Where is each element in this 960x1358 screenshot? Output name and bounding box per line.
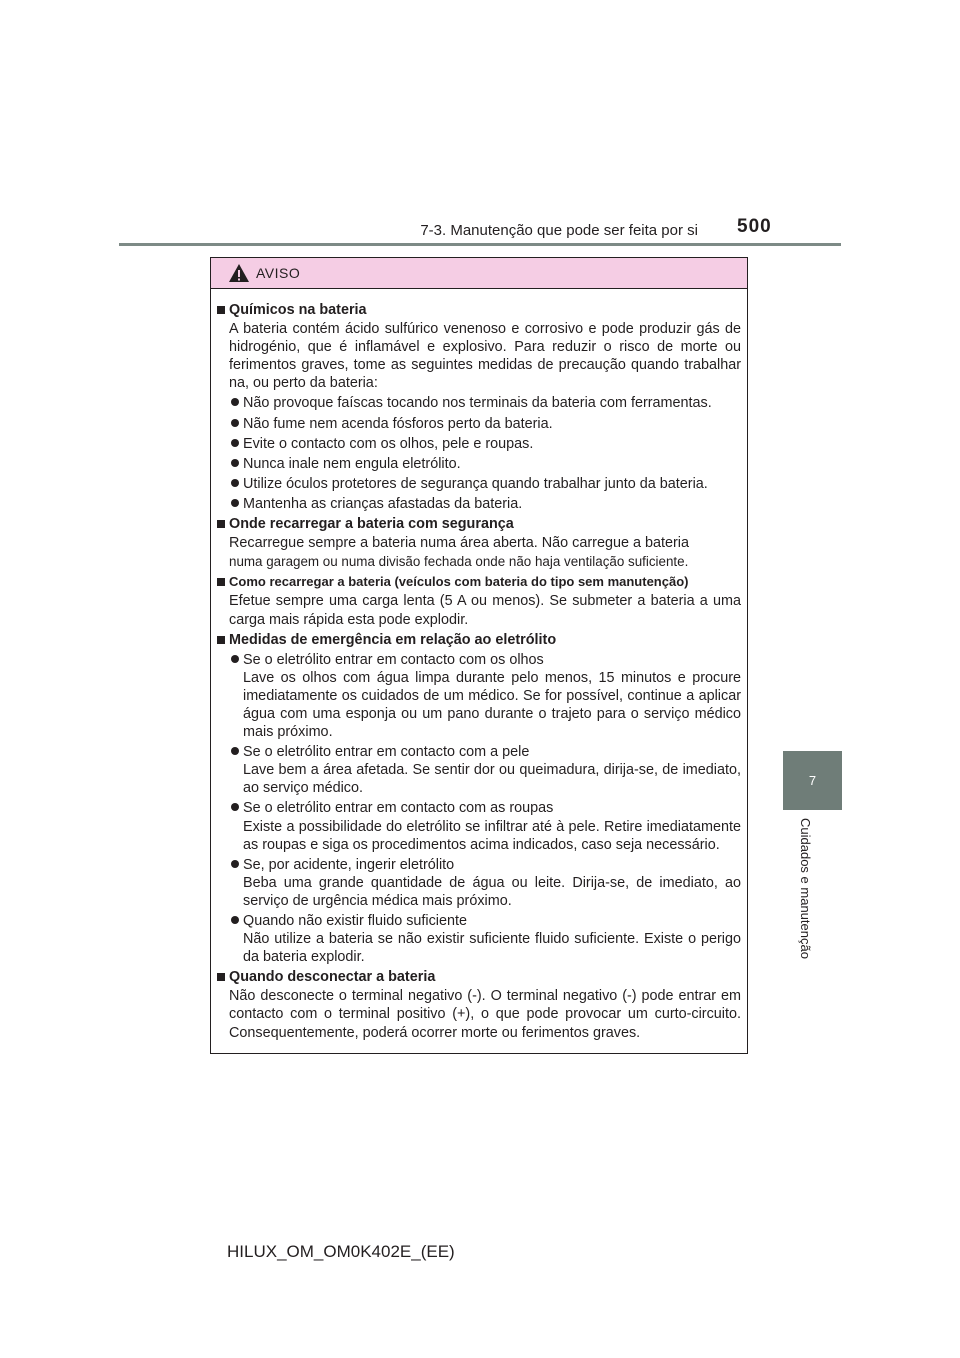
bullet-item: Se o eletrólito entrar em contacto com a pele	[217, 743, 741, 761]
bullet-item: Se o eletrólito entrar em contacto com os olhos	[217, 651, 741, 669]
warning-header	[211, 258, 747, 289]
bullet-text: Beba uma grande quantidade de água ou leite. Dirija-se, de imediato, ao serviço de urgência médica mais próximo.	[243, 874, 741, 909]
bullet-text: Lave bem a área afetada. Se sentir dor ou queimadura, dirija-se, de imediato, ao serviço médico.	[243, 762, 741, 797]
bullet-text: Lave os olhos com água limpa durante pelo menos, 15 minutos e procure imediatamente os cuidados de um médico. Se for possível, continue a aplicar água com uma esponja ou um pano durante o trajeto para o serviço médico mais próximo.	[243, 669, 741, 741]
warning-box	[210, 257, 748, 1054]
footer-document-code: HILUX_OM_OM0K402E_(EE)	[227, 1242, 455, 1261]
bullet-item: Nunca inale nem engula eletrólito.	[217, 455, 741, 473]
warning-body	[211, 289, 747, 1042]
section-text: A bateria contém ácido sulfúrico venenoso e corrosivo e pode produzir gás de hidrogénio, que é inflamável e explosivo. Para reduzir o risco de morte ou ferimentos graves, tome as seguintes medidas de precaução quando trabalhar na, ou perto da bateria:	[229, 321, 741, 392]
section-title: Como recarregar a bateria (veículos com bateria do tipo sem manutenção)	[217, 573, 741, 591]
section-text: Efetue sempre uma carga lenta (5 A ou menos). Se submeter a bateria a uma carga mais rápida esta pode explodir.	[229, 593, 741, 628]
bullet-item: Utilize óculos protetores de segurança quando trabalhar junto da bateria.	[217, 475, 741, 493]
chapter-tab	[783, 751, 842, 810]
chapter-side-label: Cuidados e manutenção	[798, 818, 813, 959]
warning-triangle-icon	[228, 263, 250, 283]
bullet-item: Não provoque faíscas tocando nos terminais da bateria com ferramentas.	[217, 394, 741, 412]
section-title: Químicos na bateria	[217, 301, 741, 319]
bullet-text: Existe a possibilidade do eletrólito se infiltrar até à pele. Retire imediatamente as roupas e siga os procedimentos acima indicados, caso seja necessário.	[243, 818, 741, 853]
header-section-title: 7-3. Manutenção que pode ser feita por si	[420, 222, 698, 239]
bullet-text: Não utilize a bateria se não existir suficiente fluido suficiente. Existe o perigo da bateria explodir.	[243, 931, 741, 966]
section-title: Medidas de emergência em relação ao eletrólito	[217, 631, 741, 649]
section-title: Onde recarregar a bateria com segurança	[217, 515, 741, 533]
warning-label: AVISO	[256, 265, 301, 281]
bullet-item: Se o eletrólito entrar em contacto com as roupas	[217, 799, 741, 817]
bullet-item: Evite o contacto com os olhos, pele e roupas.	[217, 435, 741, 453]
chapter-number: 7	[808, 773, 817, 788]
bullet-item: Não fume nem acenda fósforos perto da bateria.	[217, 415, 741, 433]
header-divider	[119, 243, 841, 246]
section-text: Recarregue sempre a bateria numa área aberta. Não carregue a bateria	[229, 535, 689, 552]
bullet-item: Quando não existir fluido suficiente	[217, 912, 741, 930]
section-title: Quando desconectar a bateria	[217, 968, 741, 986]
page-number: 500	[737, 216, 772, 237]
bullet-item: Se, por acidente, ingerir eletrólito	[217, 856, 741, 874]
section-text: numa garagem ou numa divisão fechada onde não haja ventilação suficiente.	[229, 554, 689, 570]
section-text: Não desconecte o terminal negativo (-). O terminal negativo (-) pode entrar em contacto com o terminal positivo (+), o que pode provocar um curto-circuito. Consequentemente, poderá ocorrer morte ou ferimentos graves.	[229, 988, 741, 1041]
bullet-item: Mantenha as crianças afastadas da bateria.	[217, 495, 741, 513]
